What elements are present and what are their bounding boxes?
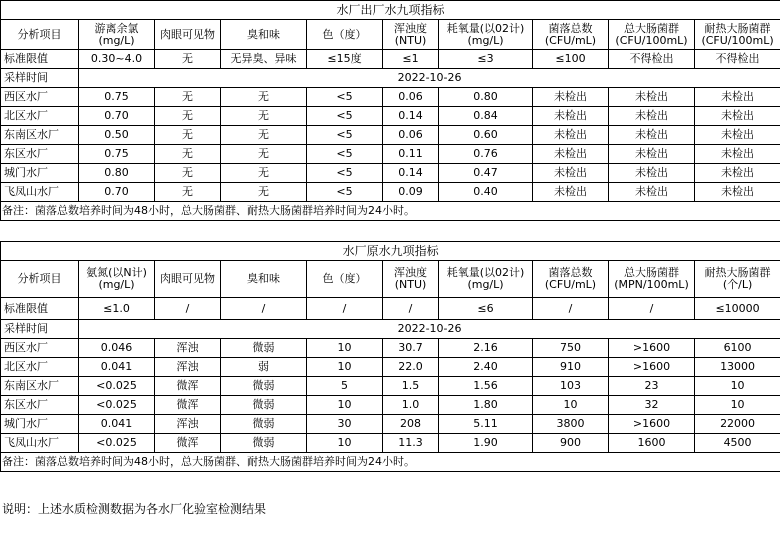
table-cell: 未检出	[533, 183, 609, 202]
table-cell: 0.14	[383, 107, 439, 126]
table-title: 水厂出厂水九项指标	[1, 1, 780, 20]
table-cell: 900	[533, 434, 609, 453]
table-cell: 22.0	[383, 358, 439, 377]
header-ammonia: 氨氮(以N计) (mg/L)	[79, 261, 155, 298]
table-cell: 10	[307, 434, 383, 453]
table-cell: 11.3	[383, 434, 439, 453]
table-cell: 910	[533, 358, 609, 377]
table-cell: 1.56	[439, 377, 533, 396]
sample-time-row	[1, 320, 780, 339]
table-cell: 未检出	[533, 126, 609, 145]
table-cell: 0.75	[79, 145, 155, 164]
table-cell: 未检出	[533, 88, 609, 107]
header-colony: 菌落总数 (CFU/mL)	[533, 20, 609, 50]
table-cell: 13000	[695, 358, 780, 377]
table-cell: 未检出	[533, 164, 609, 183]
table-cell: 无	[221, 145, 307, 164]
table-cell: 无	[155, 145, 221, 164]
table-cell: <0.025	[79, 434, 155, 453]
table-row	[1, 377, 780, 396]
limit-cell: ≤15度	[307, 50, 383, 69]
table-cell: 浑浊	[155, 339, 221, 358]
table-cell: 0.80	[79, 164, 155, 183]
table-cell: 3800	[533, 415, 609, 434]
header-turbidity: 浑浊度 (NTU)	[383, 20, 439, 50]
table-cell: 未检出	[695, 126, 780, 145]
table-cell: 未检出	[695, 88, 780, 107]
table-cell: 0.84	[439, 107, 533, 126]
table-cell: 10	[307, 396, 383, 415]
header-color: 色（度）	[307, 20, 383, 50]
table-row	[1, 88, 780, 107]
table-cell: >1600	[609, 358, 695, 377]
header-odor: 臭和味	[221, 20, 307, 50]
header-turbidity: 浑浊度 (NTU)	[383, 261, 439, 298]
table-cell: 未检出	[533, 107, 609, 126]
limit-cell: /	[221, 298, 307, 320]
table-cell: 微浑	[155, 396, 221, 415]
table-cell: 0.47	[439, 164, 533, 183]
limit-cell: 0.30~4.0	[79, 50, 155, 69]
table-cell: <5	[307, 183, 383, 202]
table-cell: 1.5	[383, 377, 439, 396]
table-cell: 无	[155, 126, 221, 145]
table-cell: 5.11	[439, 415, 533, 434]
header-thermo-coliform: 耐热大肠菌群 (个/L)	[695, 261, 780, 298]
limit-cell: 不得检出	[609, 50, 695, 69]
header-thermo-coliform: 耐热大肠菌群 (CFU/100mL)	[695, 20, 780, 50]
table-row	[1, 358, 780, 377]
table-cell: 未检出	[533, 145, 609, 164]
header-odor: 臭和味	[221, 261, 307, 298]
plant-name: 飞凤山水厂	[1, 183, 79, 202]
limits-label: 标准限值	[1, 298, 79, 320]
table-cell: 22000	[695, 415, 780, 434]
sample-time-row	[1, 69, 780, 88]
table-cell: 无	[155, 107, 221, 126]
table-cell: 10	[307, 339, 383, 358]
table-cell: 未检出	[695, 164, 780, 183]
header-oxygen: 耗氧量(以02计) (mg/L)	[439, 261, 533, 298]
header-color: 色（度）	[307, 261, 383, 298]
table-cell: 1.80	[439, 396, 533, 415]
table-row	[1, 107, 780, 126]
table-cell: 0.09	[383, 183, 439, 202]
header-item: 分析项目	[1, 20, 79, 50]
table-cell: 微浑	[155, 377, 221, 396]
table-cell: 未检出	[695, 145, 780, 164]
table-cell: 0.60	[439, 126, 533, 145]
table-cell: 微弱	[221, 415, 307, 434]
table-cell: 0.06	[383, 126, 439, 145]
table-cell: 32	[609, 396, 695, 415]
table-cell: 无	[155, 183, 221, 202]
table-row	[1, 164, 780, 183]
sample-time-label: 采样时间	[1, 320, 79, 339]
table-cell: 2.16	[439, 339, 533, 358]
table-row	[1, 415, 780, 434]
table-cell: 30.7	[383, 339, 439, 358]
table-cell: 0.70	[79, 183, 155, 202]
table-cell: 微浑	[155, 434, 221, 453]
limit-cell: 无	[155, 50, 221, 69]
table-cell: 0.70	[79, 107, 155, 126]
table-cell: 未检出	[609, 145, 695, 164]
plant-name: 西区水厂	[1, 339, 79, 358]
table-cell: 微弱	[221, 377, 307, 396]
table-cell: <5	[307, 145, 383, 164]
table-cell: 208	[383, 415, 439, 434]
plant-name: 北区水厂	[1, 107, 79, 126]
limit-cell: /	[155, 298, 221, 320]
table-cell: 无	[155, 164, 221, 183]
plant-name: 东区水厂	[1, 396, 79, 415]
sample-date: 2022-10-26	[79, 320, 780, 339]
header-coliform: 总大肠菌群 (MPN/100mL)	[609, 261, 695, 298]
table-cell: 0.041	[79, 358, 155, 377]
table-cell: 0.75	[79, 88, 155, 107]
table-cell: 无	[221, 164, 307, 183]
finished-water-table	[0, 0, 780, 221]
header-colony: 菌落总数 (CFU/mL)	[533, 261, 609, 298]
header-chlorine: 游离余氯 (mg/L)	[79, 20, 155, 50]
table-cell: 1.90	[439, 434, 533, 453]
table-cell: 未检出	[609, 107, 695, 126]
plant-name: 东区水厂	[1, 145, 79, 164]
table-cell: 4500	[695, 434, 780, 453]
table-cell: 未检出	[609, 164, 695, 183]
table-cell: <0.025	[79, 396, 155, 415]
limits-label: 标准限值	[1, 50, 79, 69]
limit-cell: /	[609, 298, 695, 320]
data-rows	[1, 88, 780, 202]
plant-name: 城门水厂	[1, 164, 79, 183]
plant-name: 东南区水厂	[1, 126, 79, 145]
table-cell: 无	[221, 126, 307, 145]
table-cell: 2.40	[439, 358, 533, 377]
table-cell: 弱	[221, 358, 307, 377]
table-cell: 0.80	[439, 88, 533, 107]
limit-cell: ≤10000	[695, 298, 780, 320]
table-cell: 5	[307, 377, 383, 396]
table-cell: 10	[695, 396, 780, 415]
limit-cell: ≤1	[383, 50, 439, 69]
table-cell: 750	[533, 339, 609, 358]
plant-name: 北区水厂	[1, 358, 79, 377]
table-cell: <0.025	[79, 377, 155, 396]
table-cell: >1600	[609, 339, 695, 358]
plant-name: 东南区水厂	[1, 377, 79, 396]
table-cell: <5	[307, 126, 383, 145]
plant-name: 飞凤山水厂	[1, 434, 79, 453]
table-note: 备注：菌落总数培养时间为48小时，总大肠菌群、耐热大肠菌群培养时间为24小时。	[1, 202, 780, 221]
table-cell: 0.14	[383, 164, 439, 183]
table-cell: <5	[307, 164, 383, 183]
header-visible: 肉眼可见物	[155, 261, 221, 298]
table-row	[1, 339, 780, 358]
plant-name: 西区水厂	[1, 88, 79, 107]
limit-cell: 不得检出	[695, 50, 780, 69]
data-rows	[1, 339, 780, 453]
table-cell: 未检出	[695, 183, 780, 202]
table-cell: <5	[307, 88, 383, 107]
table-cell: <5	[307, 107, 383, 126]
table-cell: 微弱	[221, 339, 307, 358]
table-cell: 10	[307, 358, 383, 377]
table-cell: 0.11	[383, 145, 439, 164]
limit-cell: /	[307, 298, 383, 320]
table-cell: 无	[221, 88, 307, 107]
table-cell: 微弱	[221, 434, 307, 453]
limit-cell: /	[533, 298, 609, 320]
footer-note: 说明：上述水质检测数据为各水厂化验室检测结果	[2, 502, 267, 516]
table-cell: 0.40	[439, 183, 533, 202]
table-cell: 23	[609, 377, 695, 396]
limit-cell: ≤100	[533, 50, 609, 69]
plant-name: 城门水厂	[1, 415, 79, 434]
limit-cell: 无异臭、异味	[221, 50, 307, 69]
table-row	[1, 434, 780, 453]
table-cell: 103	[533, 377, 609, 396]
table-row	[1, 126, 780, 145]
table-cell: 浑浊	[155, 415, 221, 434]
limit-cell: ≤6	[439, 298, 533, 320]
table-cell: 未检出	[609, 183, 695, 202]
table-row	[1, 183, 780, 202]
table-title: 水厂原水九项指标	[1, 242, 780, 261]
raw-water-table	[0, 241, 780, 472]
table-cell: 30	[307, 415, 383, 434]
limit-cell: ≤1.0	[79, 298, 155, 320]
header-item: 分析项目	[1, 261, 79, 298]
table-cell: 无	[155, 88, 221, 107]
header-oxygen: 耗氧量(以02计) (mg/L)	[439, 20, 533, 50]
table-row	[1, 145, 780, 164]
header-coliform: 总大肠菌群 (CFU/100mL)	[609, 20, 695, 50]
table-cell: 0.041	[79, 415, 155, 434]
table-cell: 1.0	[383, 396, 439, 415]
table-row	[1, 396, 780, 415]
table-cell: 未检出	[609, 126, 695, 145]
table-cell: 0.06	[383, 88, 439, 107]
limit-cell: /	[383, 298, 439, 320]
table-cell: 浑浊	[155, 358, 221, 377]
table-note: 备注：菌落总数培养时间为48小时，总大肠菌群、耐热大肠菌群培养时间为24小时。	[1, 453, 780, 472]
table-cell: 1600	[609, 434, 695, 453]
table-cell: 无	[221, 183, 307, 202]
table-cell: 0.76	[439, 145, 533, 164]
table-cell: 10	[533, 396, 609, 415]
table-cell: 0.046	[79, 339, 155, 358]
table-cell: 6100	[695, 339, 780, 358]
table-cell: 未检出	[609, 88, 695, 107]
table-cell: 无	[221, 107, 307, 126]
table-cell: 未检出	[695, 107, 780, 126]
limit-cell: ≤3	[439, 50, 533, 69]
limits-row	[1, 298, 780, 320]
table-cell: 10	[695, 377, 780, 396]
limits-row	[1, 50, 780, 69]
sample-time-label: 采样时间	[1, 69, 79, 88]
table-cell: 0.50	[79, 126, 155, 145]
table-cell: 微弱	[221, 396, 307, 415]
header-visible: 肉眼可见物	[155, 20, 221, 50]
sample-date: 2022-10-26	[79, 69, 780, 88]
table-cell: >1600	[609, 415, 695, 434]
